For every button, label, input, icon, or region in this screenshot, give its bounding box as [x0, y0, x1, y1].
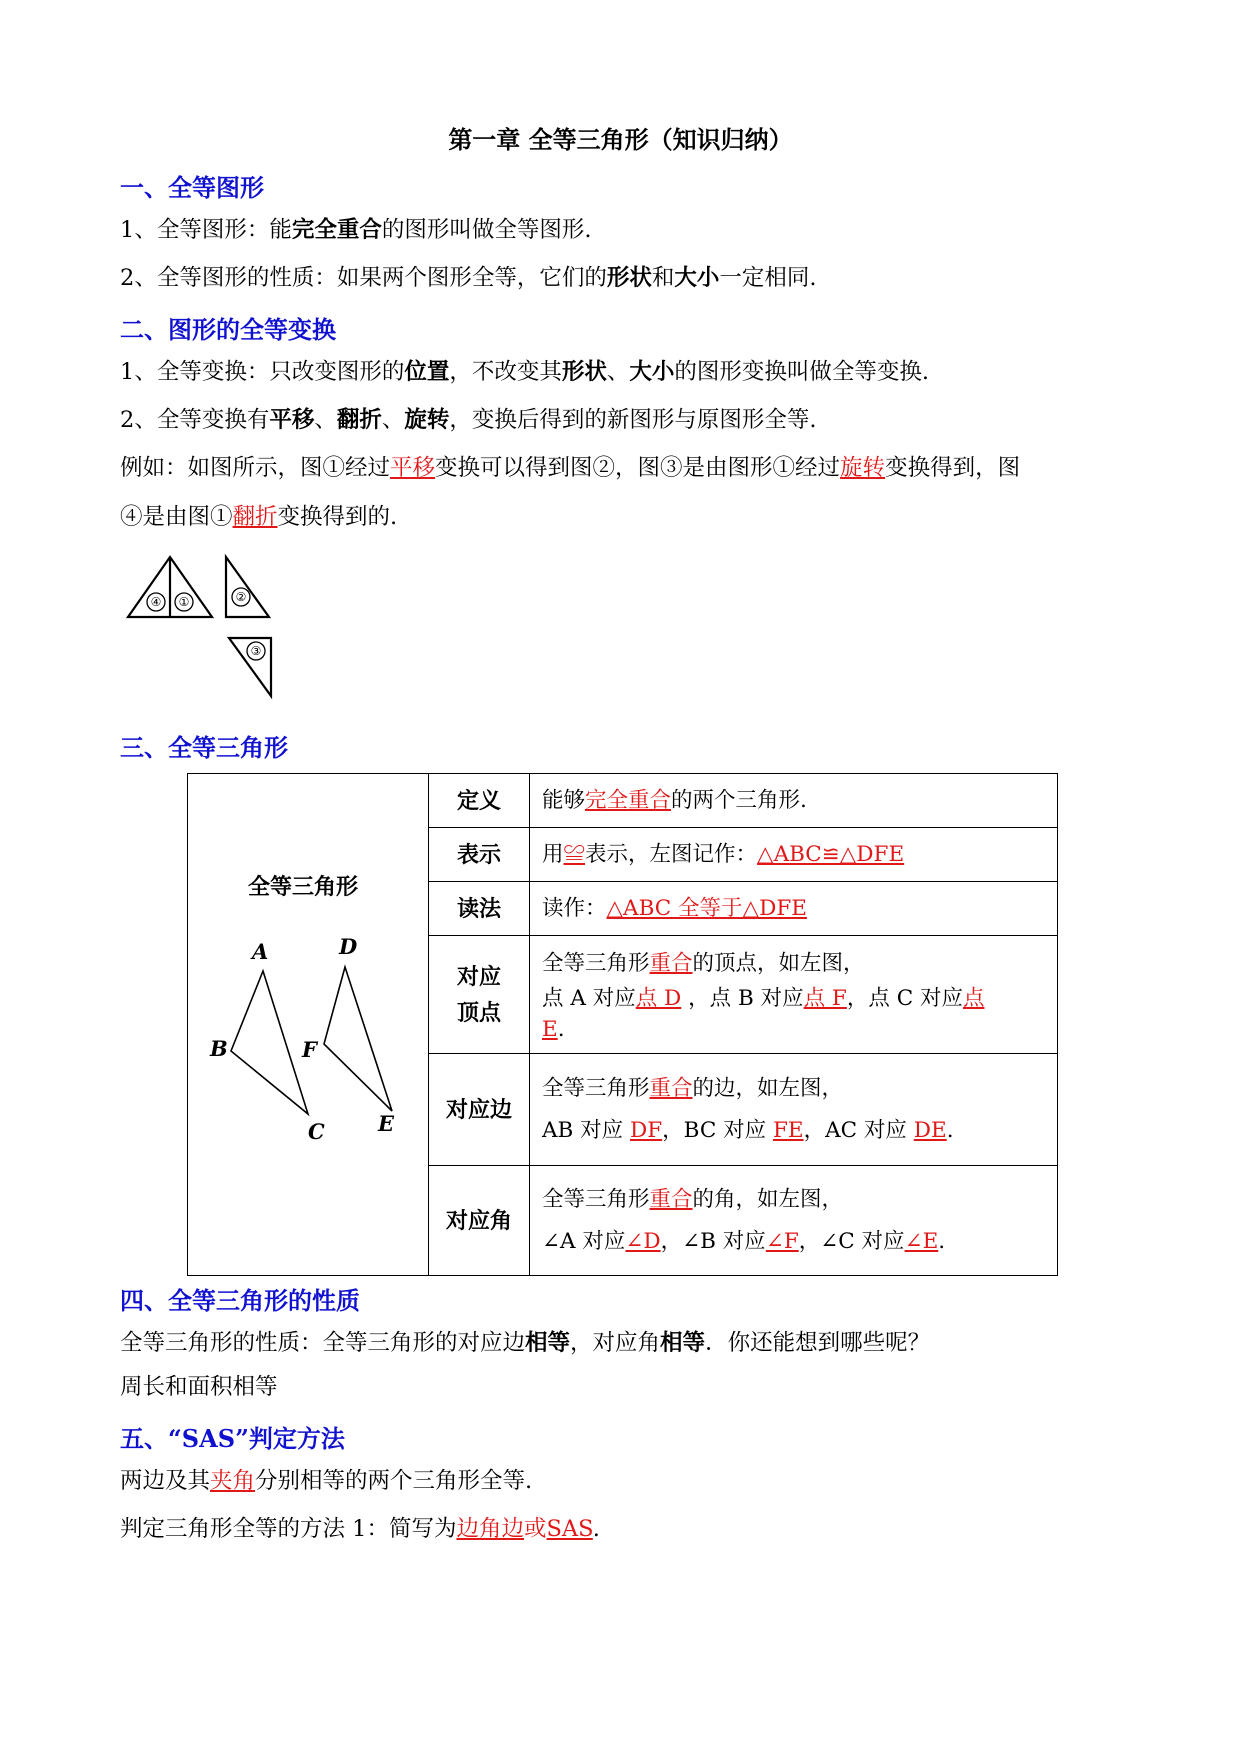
point-label-d: D [339, 934, 358, 959]
paragraph-perimeter-area: 周长和面积相等 [120, 1374, 278, 1400]
paragraph-transform-types: 2、全等变换有平移、翻折、旋转，变换后得到的新图形与原图形全等. [120, 407, 817, 433]
heading-section-1: 一、全等图形 [120, 173, 264, 202]
paragraph-triangle-property: 全等三角形的性质：全等三角形的对应边相等，对应角相等．你还能想到哪些呢？ [120, 1330, 931, 1356]
label-figure-4: ④ [150, 595, 162, 609]
row-label-definition: 定义 [429, 774, 530, 828]
point-label-b: B [210, 1036, 228, 1061]
paragraph-sas-statement: 两边及其夹角分别相等的两个三角形全等. [120, 1468, 533, 1494]
transform-figure [128, 555, 288, 705]
page-title: 第一章 全等三角形（知识归纳） [448, 125, 793, 154]
row-value-reading: 读作：△ABC 全等于△DFE [530, 882, 1058, 936]
point-label-a: A [252, 939, 269, 964]
figure-title: 全等三角形 [248, 874, 359, 900]
heading-section-5: 五、“SAS”判定方法 [120, 1424, 345, 1453]
row-value-side: 全等三角形重合的边，如左图， AB 对应 DF，BC 对应 FE，AC 对应 DE. [530, 1054, 1058, 1166]
label-figure-2: ② [235, 590, 247, 604]
triangle-abc-def-figure [188, 904, 428, 1144]
paragraph-sas-abbreviation: 判定三角形全等的方法 1：简写为边角边或SAS. [120, 1516, 600, 1542]
paragraph-congruent-figure-def: 1、全等图形：能完全重合的图形叫做全等图形. [120, 217, 592, 243]
row-label-vertex: 对应 顶点 [429, 936, 530, 1054]
row-value-angle: 全等三角形重合的角，如左图， ∠A 对应∠D，∠B 对应∠F，∠C 对应∠E. [530, 1166, 1058, 1276]
triangle-figure-2 [226, 557, 269, 617]
point-label-f: F [302, 1037, 317, 1062]
heading-section-3: 三、全等三角形 [120, 733, 288, 762]
label-figure-1: ① [178, 595, 190, 609]
point-label-c: C [308, 1119, 325, 1144]
table-figure-cell [188, 774, 429, 1276]
congruent-triangle-table [187, 773, 1058, 1276]
row-label-reading: 读法 [429, 882, 530, 936]
row-label-angle: 对应角 [429, 1166, 530, 1276]
paragraph-congruent-figure-property: 2、全等图形的性质：如果两个图形全等，它们的形状和大小一定相同. [120, 265, 817, 291]
label-figure-3: ③ [250, 644, 262, 658]
triangle-dfe [324, 967, 392, 1111]
heading-section-2: 二、图形的全等变换 [120, 315, 336, 344]
point-label-e: E [378, 1111, 395, 1136]
row-value-definition: 能够完全重合的两个三角形. [530, 774, 1058, 828]
triangle-abc [231, 971, 308, 1114]
paragraph-example-line-2: ④是由图①翻折变换得到的. [120, 504, 398, 530]
row-label-side: 对应边 [429, 1054, 530, 1166]
paragraph-example-line-1: 例如：如图所示，图①经过平移变换可以得到图②，图③是由图形①经过旋转变换得到，图 [120, 455, 1021, 481]
row-label-notation: 表示 [429, 828, 530, 882]
paragraph-congruent-transform-def: 1、全等变换：只改变图形的位置，不改变其形状、大小的图形变换叫做全等变换. [120, 359, 930, 385]
row-value-notation: 用≌表示，左图记作：△ABC≌△DFE [530, 828, 1058, 882]
row-value-vertex: 全等三角形重合的顶点，如左图， 点 A 对应点 D ，点 B 对应点 F，点 C 对应点 E. [530, 936, 1058, 1054]
heading-section-4: 四、全等三角形的性质 [120, 1286, 360, 1315]
